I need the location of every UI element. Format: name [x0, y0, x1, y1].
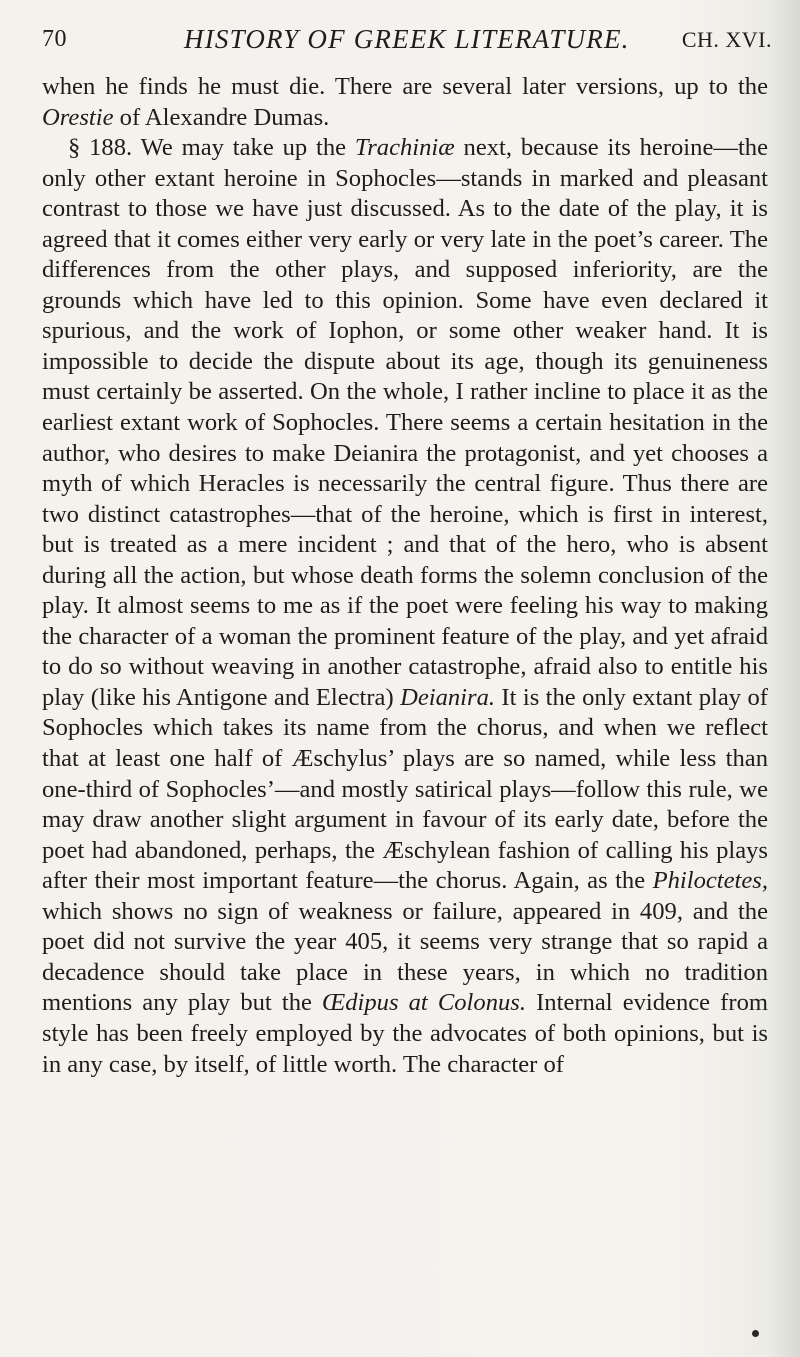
- running-head: [42, 10, 772, 60]
- section-number: § 188.: [68, 134, 133, 162]
- running-title: HISTORY OF GREEK LITERATURE.: [184, 24, 630, 54]
- deianira-title: Deianira.: [400, 683, 496, 711]
- philoctetes-title: Philoctetes,: [652, 867, 768, 895]
- body-text: [42, 72, 768, 1080]
- ink-speck: [752, 1330, 759, 1337]
- chapter-label: CH. XVI.: [681, 27, 772, 52]
- oedipus-title: Œdipus at Colonus.: [322, 989, 527, 1017]
- paragraph-section-188: § 188. We may take up the Trachiniæ next, because its heroine—the only other extant heroine in Sophocles—stands in marked and pleasant contrast to those we have just discussed. As to the date of the play, it is agreed that it comes either very early or very late in the poet’s career. The differences from the other plays, and supposed inferiority, are the grounds which have led to this opinion. Some have even declared it spurious, and the work of Iophon, or some other weaker hand. It is impossible to decide the dispute about its age, though its genuineness must certainly be asserted. On the whole, I rather incline to place it as the earliest extant work of Sophocles. There seems a certain hesitation in the author, who desires to make Deianira the protagonist, and yet chooses a myth of which Heracles is necessarily the central figure. Thus there are two distinct catastrophes—that of the heroine, which is first in interest, but is treated as a mere incident ; and that of the hero, who is absent during all the action, but whose death forms the solemn conclusion of the play. It almost seems to me as if the poet were feeling his way to making the character of a woman the prominent feature of the play, and yet afraid to do so without weaving in another catastrophe, afraid also to entitle his play (like his Antigone and Electra) Deianira. It is the only extant play of Sophocles which takes its name from the chorus, and when we reflect that at least one half of Æschylus’ plays are so named, while less than one-third of Sophocles’—and mostly satirical plays—follow this rule, we may draw another slight argument in favour of its early date, before the poet had abandoned, perhaps, the Æschylean fashion of calling his plays after their most important feature—the chorus. Again, as the Philoctetes, which shows no sign of weakness or failure, appeared in 409, and the poet did not survive the year 405, it seems very strange that so rapid a decadence should take place in these years, in which no tradition mentions any play but the Œdipus at Colonus. Internal evidence from style has been freely employed by the advocates of both opinions, but is in any case, by itself, of little worth. The character of: [42, 134, 768, 1078]
- trachiniae-title: Trachiniæ: [354, 134, 455, 162]
- page-number: 70: [42, 26, 67, 52]
- paragraph-continuation: when he finds he must die. There are several later versions, up to the Orestie of Alexandre Dumas.: [42, 73, 768, 131]
- orestie-title: Orestie: [42, 103, 114, 131]
